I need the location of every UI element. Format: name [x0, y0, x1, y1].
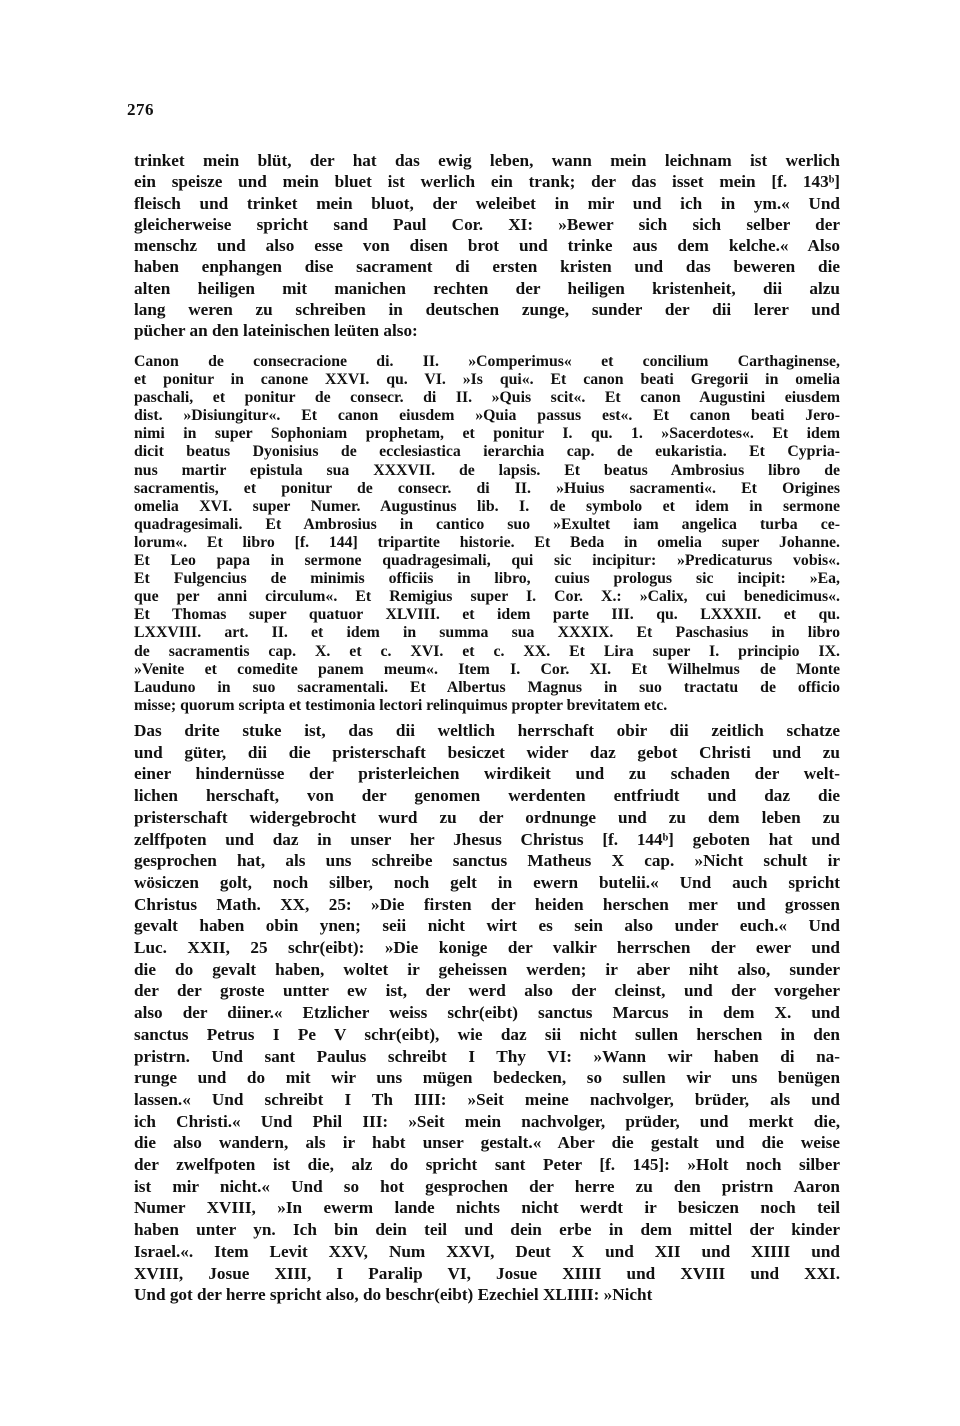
text-line: haben enphangen dise sacrament di ersten kristen und das beweren die: [134, 257, 840, 277]
text-line: die do gevalt haben, woltet ir geheissen werden; ir aber niht also, sunder: [134, 959, 840, 979]
text-line: alten heiligen mit manichen rechten der heiligen kristenheit, dii alzu: [134, 278, 840, 298]
text-line: dicit beatus Dyonisius de ecclesiastica ierarchia cap. de eukaristia. Et Cypria-: [134, 443, 840, 461]
text-line: lang weren zu schreiben in deutschen zunge, sunder der dii lerer und: [134, 300, 840, 320]
text-line: Et Thomas super quatuor XLVIII. et idem parte III. qu. LXXXII. et qu.: [134, 606, 840, 624]
text-line: quadragesimali. Et Ambrosius in cantico suo »Exultet iam angelica turba ce-: [134, 515, 840, 533]
text-line: ich Christi.« Und Phil III: »Seit mein nachvolger, prüder, und merkt die,: [134, 1111, 840, 1131]
paragraph-3: [134, 720, 840, 1306]
text-line: Und got der herre spricht also, do beschr(eibt) Ezechiel XLIIII: »Nicht: [134, 1285, 653, 1305]
text-line: XVIII, Josue XIII, I Paralip VI, Josue XIIII und XVIII und XXI.: [134, 1263, 840, 1283]
text-line: Et Fulgencius de minimis officiis in libro, cuius prologus sic incipit: »Ea,: [134, 570, 840, 588]
citation-block: [134, 353, 840, 715]
text-line: ein speisze und mein bluet ist werlich ein trank; der das isset mein [f. 143ᵇ]: [134, 172, 840, 192]
text-line: einer hindernüsse der pristerleichen wirdikeit und zu schaden der welt-: [134, 764, 840, 784]
text-line: gesprochen hat, als uns schreibe sanctus Matheus X cap. »Nicht schult ir: [134, 851, 840, 871]
text-line: que per anni circulum«. Et Remigius super I. Cor. X.: »Calix, cui benedicimus«.: [134, 588, 840, 606]
text-line: de sacramentis cap. X. et c. XVI. et c. XX. Et Lira super I. principio IX.: [134, 642, 840, 660]
text-line: fleisch und trinket mein bluot, der weleibet in mir und ich in ym.« Und: [134, 193, 840, 213]
text-line: gevalt haben obin ynen; seii nicht wirt es sein also under euch.« Und: [134, 916, 840, 936]
text-line: dist. »Disiungitur«. Et canon eiusdem »Quia passus est«. Et canon beati Jero-: [134, 407, 840, 425]
text-line: »Venite et comedite panem meum«. Item I. Cor. XI. Et Wilhelmus de Monte: [134, 660, 840, 678]
page-number: 276: [127, 100, 154, 119]
text-line: lassen.« Und schreibt I Th IIII: »Seit meine nachvolger, brüder, als und: [134, 1089, 840, 1109]
text-line: der zwelfpoten ist die, alz do spricht sant Peter [f. 145]: »Holt noch silber: [134, 1155, 840, 1175]
text-line: lichen herschaft, von der genomen werdenten entfriudt und daz die: [134, 786, 840, 806]
text-line: zelffpoten und daz in unser her Jhesus Christus [f. 144ᵇ] geboten hat und: [134, 829, 840, 849]
text-line: runge und do mit wir uns mügen bedecken, so sullen wir uns benügen: [134, 1068, 840, 1088]
text-line: pristerschaft widergebrocht wurd zu der ordnunge und zu dem leben zu: [134, 807, 840, 827]
text-line: gleicherweise spricht sand Paul Cor. XI: »Bewer sich sich selber der: [134, 214, 840, 234]
text-line: pücher an den lateinischen leüten also:: [134, 321, 418, 341]
text-line: nimi in super Sophoniam prophetam, et ponitur I. qu. 1. »Sacerdotes«. Et idem: [134, 425, 840, 443]
text-line: Israel.«. Item Levit XXV, Num XXVI, Deut X und XII und XIIII und: [134, 1241, 840, 1261]
text-line: Et Leo papa in sermone quadragesimali, qui sic incipitur: »Predicaturus vobis«.: [134, 552, 840, 570]
text-line: nus martir epistula sua XXXVII. de lapsis. Et beatus Ambrosius libro de: [134, 461, 840, 479]
text-line: trinket mein blüt, der hat das ewig leben, wann mein leichnam ist werlich: [134, 151, 840, 170]
text-line: Das drite stuke ist, das dii weltlich herrschaft obir dii zeitlich schatze: [134, 721, 840, 740]
text-line: ist mir nicht.« Und so hot gesprochen der herre zu den pristrn Aaron: [134, 1176, 840, 1196]
text-line: Canon de consecracione di. II. »Comperimus« et concilium Carthaginense,: [134, 353, 840, 370]
text-line: Numer XVIII, »In ewerm lande nichts nicht werdt ir besiczen noch teil: [134, 1198, 840, 1218]
text-line: also der diiner.« Etzlicher weiss schr(eibt) sanctus Marcus in dem X. und: [134, 1003, 840, 1023]
text-line: lorum«. Et libro [f. 144] tripartite historie. Et Beda in omelia super Johanne.: [134, 533, 840, 551]
text-line: Christus Math. XX, 25: »Die firsten der heiden herschen mer und grossen: [134, 894, 840, 914]
text-line: haben unter yn. Ich bin dein teil und dein erbe in dem mittel der kinder: [134, 1220, 840, 1240]
text-line: die also wandern, als ir habt unser gestalt.« Aber die gestalt und die weise: [134, 1133, 840, 1153]
text-line: Lauduno in suo sacramentali. Et Albertus Magnus in suo tractatu de officio: [134, 678, 840, 696]
text-line: sanctus Petrus I Pe V schr(eibt), wie daz sii nicht sullen herschen in den: [134, 1024, 840, 1044]
text-line: paschali, et ponitur de consecr. di II. »Quis scit«. Et canon Augustini eiusdem: [134, 389, 840, 407]
text-line: der der groste untter ew ist, der werd also der cleinst, und der vorgeher: [134, 981, 840, 1001]
text-line: menschz und also esse von disen brot und trinke aus dem kelche.« Also: [134, 236, 840, 256]
text-line: et ponitur in canone XXVI. qu. VI. »Is qui«. Et canon beati Gregorii in omelia: [134, 371, 840, 389]
text-line: wösiczen golt, noch silber, noch gelt in ewern butelii.« Und auch spricht: [134, 872, 840, 892]
text-line: LXXVIII. art. II. et idem in summa sua XXXIX. Et Paschasius in libro: [134, 624, 840, 642]
paragraph-1: [134, 150, 840, 342]
text-line: omelia XVI. super Numer. Augustinus lib. I. de symbolo et idem in sermone: [134, 497, 840, 515]
text-line: sacramentis, et ponitur de consecr. di II. »Huius sacramenti«. Et Origines: [134, 479, 840, 497]
text-line: und güter, dii die pristerschaft besiczet wider daz gebot Christi und zu: [134, 742, 840, 762]
text-line: Luc. XXII, 25 schr(eibt): »Die konige der valkir herrschen der ewer und: [134, 938, 840, 958]
text-line: pristrn. Und sant Paulus schreibt I Thy VI: »Wann wir haben di na-: [134, 1046, 840, 1066]
text-line: misse; quorum scripta et testimonia lectori relinquimus propter brevitatem etc.: [134, 696, 668, 714]
